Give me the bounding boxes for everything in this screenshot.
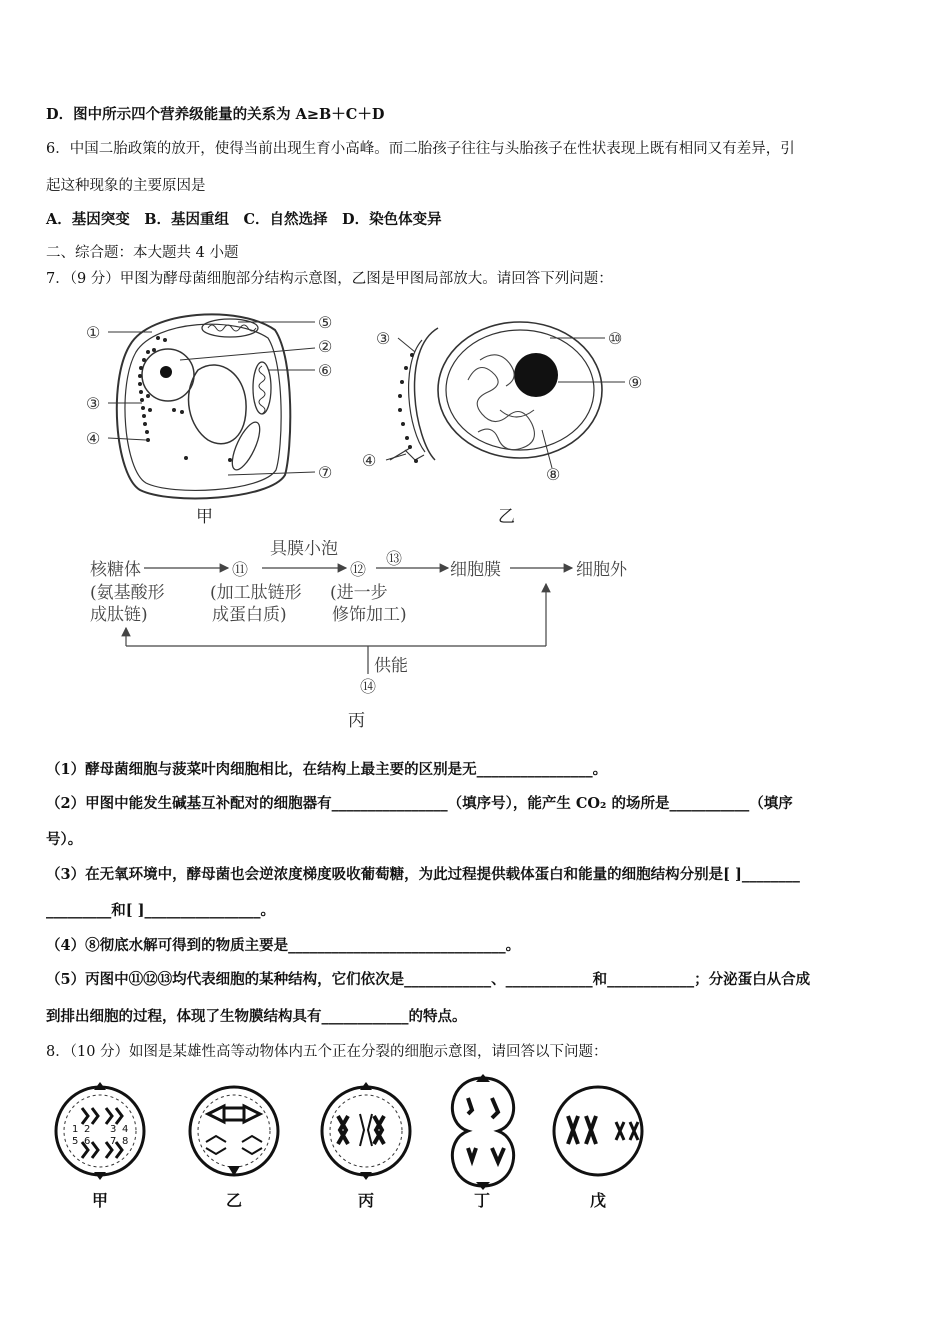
label-6: ⑥ xyxy=(318,361,333,380)
cell-caption-bing: 丙 xyxy=(358,1191,375,1210)
dividing-cells-figure xyxy=(48,1068,668,1218)
label-7: ⑦ xyxy=(318,463,333,482)
yeast-cell-jia xyxy=(86,313,332,527)
caption-yi: 乙 xyxy=(498,507,515,527)
q5-option-d: D．图中所示四个营养级能量的关系为 A≥B＋C＋D xyxy=(46,106,385,123)
chromosome-number-4: 4 xyxy=(122,1124,129,1135)
cell-ding xyxy=(452,1074,513,1210)
q7-part1: （1）酵母菌细胞与菠菜叶肉细胞相比，在结构上最主要的区别是无________________。 xyxy=(46,761,608,778)
q7-part5-line2: 到排出细胞的过程，体现了生物膜结构具有____________的特点。 xyxy=(46,1008,467,1025)
chromosome-number-7: 7 xyxy=(110,1136,117,1147)
label-yi-9: ⑨ xyxy=(628,373,643,392)
section-heading: 二、综合题：本大题共 4 小题 xyxy=(46,245,239,261)
yeast-cell-figure xyxy=(70,300,690,540)
caption-jia: 甲 xyxy=(196,507,213,527)
q7-part5-line1: （5）丙图中⑪⑫⑬均代表细胞的某种结构，它们依次是____________、____________和____________；分泌蛋白从合成 xyxy=(46,971,811,988)
cell-caption-wu: 戊 xyxy=(590,1191,607,1210)
flow-node-13: ⑬ xyxy=(386,549,403,568)
flow-node-11-note1: (加工肽链形 xyxy=(210,583,302,603)
label-2: ② xyxy=(318,337,333,356)
flow-node-12: ⑫ xyxy=(350,560,367,579)
q7-stem: 7．（9 分）甲图为酵母菌细胞部分结构示意图，乙图是甲图局部放大。请回答下列问题： xyxy=(46,271,613,287)
yeast-nucleus-yi xyxy=(362,322,642,527)
flow-node-14: ⑭ xyxy=(360,677,377,696)
flow-vesicle: 具膜小泡 xyxy=(270,540,338,559)
label-yi-4: ④ xyxy=(362,451,377,470)
q8-stem: 8．（10 分）如图是某雄性高等动物体内五个正在分裂的细胞示意图，请回答以下问题： xyxy=(46,1044,608,1060)
cell-caption-yi: 乙 xyxy=(226,1191,243,1210)
chromosome-number-6: 6 xyxy=(84,1136,91,1147)
q7-part3-line2: _________和[ ]________________。 xyxy=(46,902,276,919)
chromosome-number-2: 2 xyxy=(84,1124,91,1135)
label-yi-10: ⑩ xyxy=(608,329,623,348)
flow-membrane: 细胞膜 xyxy=(450,560,501,580)
chromosome-number-5: 5 xyxy=(72,1136,79,1147)
cell-jia xyxy=(56,1082,144,1210)
flow-outside: 细胞外 xyxy=(576,560,627,580)
q6-stem-line2: 起这种现象的主要原因是 xyxy=(46,178,206,194)
q7-part3-line1: （3）在无氧环境中，酵母菌也会逆浓度梯度吸收葡萄糖，为此过程提供载体蛋白和能量的细胞结构分别是[ ]________ xyxy=(46,866,800,883)
flow-ribosome-note1: (氨基酸形 xyxy=(90,583,165,603)
cell-yi xyxy=(190,1087,278,1210)
secretion-flow-figure xyxy=(80,540,660,735)
chromosome-number-1: 1 xyxy=(72,1124,79,1135)
label-yi-8: ⑧ xyxy=(546,465,561,484)
cell-caption-ding: 丁 xyxy=(474,1191,491,1210)
q6-stem-line1: 6．中国二胎政策的放开，使得当前出现生育小高峰。而二胎孩子往往与头胎孩子在性状表现上既有相同又有差异，引 xyxy=(46,141,795,157)
flow-ribosome-note2: 成肽链) xyxy=(90,605,148,625)
label-1: ① xyxy=(86,323,101,342)
flow-node-12-note2: 修饰加工) xyxy=(332,605,407,625)
chromosome-number-3: 3 xyxy=(110,1124,117,1135)
label-4: ④ xyxy=(86,429,101,448)
cell-wu xyxy=(554,1087,642,1210)
cell-bing xyxy=(322,1082,410,1210)
flow-node-11: ⑪ xyxy=(232,560,249,579)
q7-part2-line1: （2）甲图中能发生碱基互补配对的细胞器有________________（填序号），能产生 CO₂ 的场所是___________（填序 xyxy=(46,795,793,812)
label-5: ⑤ xyxy=(318,313,333,332)
label-yi-3: ③ xyxy=(376,329,391,348)
q7-part4: （4）⑧彻底水解可得到的物质主要是______________________________。 xyxy=(46,937,521,954)
q7-part2-line2: 号）。 xyxy=(46,831,83,848)
label-3: ③ xyxy=(86,394,101,413)
flow-energy: 供能 xyxy=(374,656,408,676)
caption-bing: 丙 xyxy=(348,711,365,731)
flow-node-12-note1: (进一步 xyxy=(330,583,388,603)
flow-ribosome: 核糖体 xyxy=(90,560,141,580)
q6-options: A．基因突变 B．基因重组 C．自然选择 D．染色体变异 xyxy=(46,211,442,228)
cell-caption-jia: 甲 xyxy=(92,1191,109,1210)
flow-node-11-note2: 成蛋白质) xyxy=(212,605,287,625)
chromosome-number-8: 8 xyxy=(122,1136,129,1147)
